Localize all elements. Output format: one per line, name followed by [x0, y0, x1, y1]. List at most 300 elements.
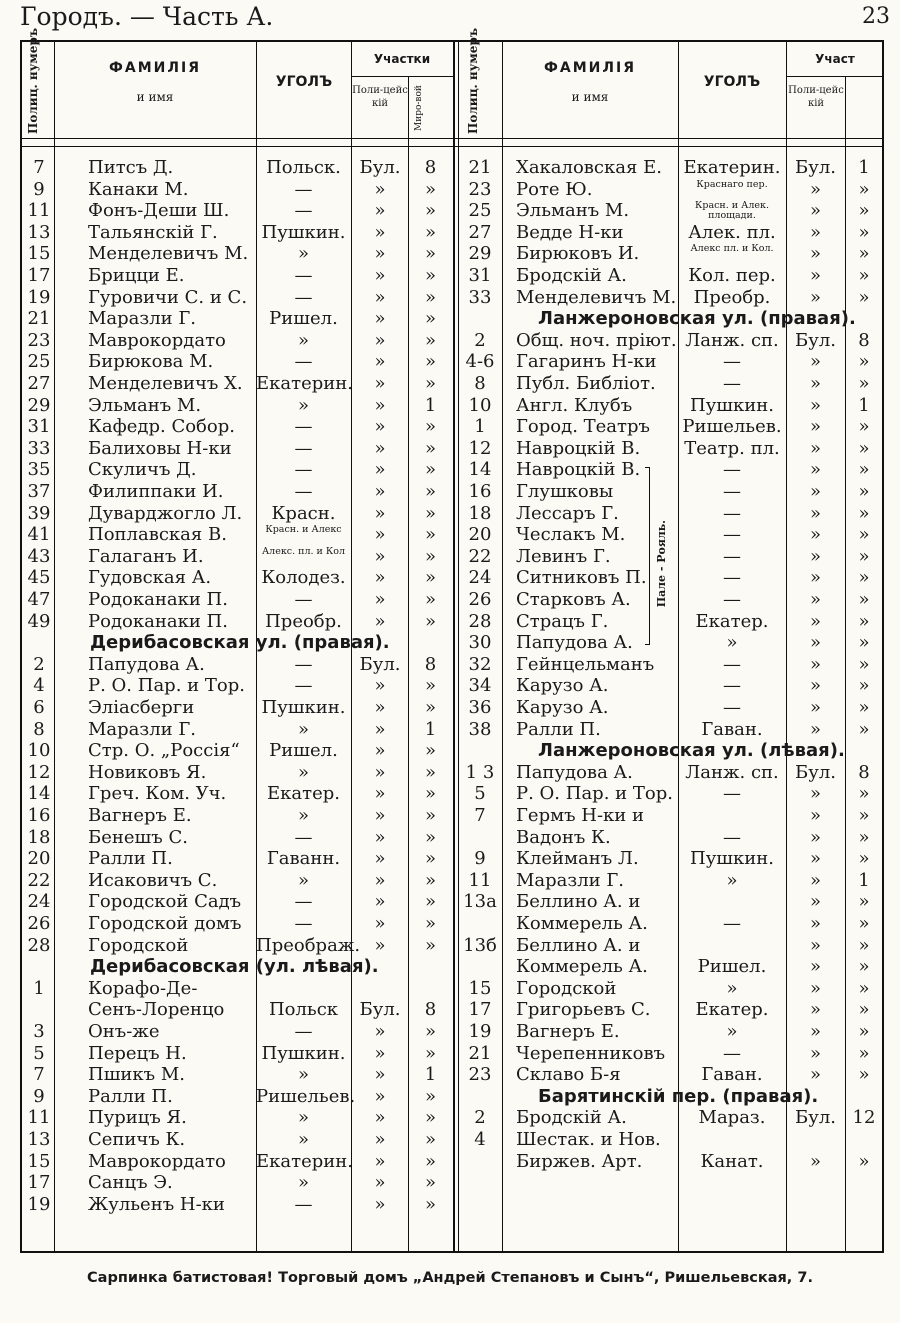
world-district: » [858, 783, 870, 805]
police-district: » [374, 394, 386, 416]
house-number: 2 [474, 1107, 486, 1129]
owner-name: Пурицъ Я. [88, 1107, 187, 1129]
owner-name: Страцъ Г. [516, 610, 609, 632]
police-district: » [809, 956, 821, 978]
house-number: 15 [27, 243, 51, 265]
world-district: » [858, 524, 870, 546]
police-district: Бул. [359, 999, 401, 1021]
palais-royal-label: Пале - Рояль. [655, 520, 668, 608]
corner-street: Алек. пл. [688, 221, 776, 243]
house-number: 22 [468, 545, 492, 567]
house-number: 49 [27, 610, 51, 632]
police-district: » [809, 416, 821, 438]
corner-street: Краснаго пер. [696, 178, 768, 190]
world-district: » [424, 675, 436, 697]
corner-street: — [294, 286, 313, 308]
owner-name: Р. О. Пар. и Тор. [88, 675, 245, 697]
center-rule [453, 40, 455, 1253]
owner-name: Папудова А. [516, 632, 633, 654]
corner-street: Алекс пл. и Кол. [690, 243, 774, 255]
corner-street: — [294, 891, 313, 913]
owner-name: Григорьевъ С. [516, 999, 651, 1021]
house-number: 5 [474, 783, 486, 805]
police-district: » [809, 934, 821, 956]
police-district: » [809, 977, 821, 999]
world-district: » [424, 1193, 436, 1215]
corner-street: » [726, 977, 738, 999]
world-district: » [858, 805, 870, 826]
house-number: 4 [33, 675, 45, 697]
corner-street: Пушкин. [690, 848, 774, 870]
header-districts-right: Участ [815, 52, 855, 66]
world-district: 1 [424, 1064, 437, 1086]
corner-street: — [294, 1193, 313, 1215]
world-district: » [858, 977, 870, 999]
corner-street: Пушкин. [261, 697, 346, 718]
owner-name: Санцъ Э. [88, 1172, 173, 1194]
street-section-heading: Ланжероновская ул. (правая). [538, 308, 856, 330]
owner-name: Ситниковъ П. [516, 567, 647, 589]
police-district: » [374, 567, 386, 589]
corner-street: Ришел. [269, 308, 338, 330]
header-surname: ФАМИЛІЯ [109, 60, 201, 76]
world-district: 1 [858, 394, 870, 416]
corner-street: — [294, 481, 313, 502]
house-number: 11 [468, 869, 492, 891]
house-number: 5 [33, 1042, 45, 1064]
world-district: » [858, 1042, 870, 1064]
corner-street: » [726, 1021, 738, 1042]
world-district: » [424, 934, 436, 956]
corner-street: Гаван. [701, 1064, 763, 1086]
world-district: » [424, 589, 436, 610]
house-number: 26 [27, 913, 51, 934]
police-district: » [809, 1064, 821, 1086]
house-number: 21 [468, 157, 492, 178]
owner-name: Чеслакъ М. [516, 524, 626, 546]
owner-name: Общ. ноч. пріют. [516, 329, 677, 351]
header-police-number: Полиц. нумеръ [26, 27, 40, 134]
world-district: » [858, 934, 870, 956]
world-district: » [424, 416, 436, 438]
world-district: 8 [424, 653, 437, 675]
corner-street: Екатерин. [256, 1150, 353, 1172]
owner-name: Публ. Библіот. [516, 373, 656, 394]
house-number: 26 [468, 589, 492, 610]
house-number: 32 [468, 653, 492, 675]
police-district: » [809, 1021, 821, 1042]
owner-name: Греч. Ком. Уч. [88, 783, 227, 805]
corner-street: — [723, 675, 741, 697]
corner-street: Пушкин. [261, 1042, 346, 1064]
corner-street: Красн. и Алек. площади. [695, 200, 769, 222]
corner-street: » [297, 718, 309, 740]
police-district: » [809, 891, 821, 913]
subheader-rule [786, 76, 884, 77]
house-number: 17 [27, 265, 51, 286]
house-number: 31 [27, 416, 51, 438]
police-district: » [374, 826, 386, 848]
house-number: 29 [27, 394, 51, 416]
owner-name: Родоканаки П. [88, 610, 228, 632]
corner-street: » [297, 1064, 309, 1086]
corner-street: — [723, 459, 741, 481]
house-number: 34 [468, 675, 492, 697]
world-district: » [858, 502, 870, 524]
house-number: 3 [33, 1021, 45, 1042]
world-district: » [424, 848, 436, 870]
owner-name: Город. Театръ [516, 416, 650, 438]
world-district: » [424, 265, 436, 286]
owner-name: Карузо А. [516, 697, 609, 718]
police-district: » [374, 1150, 386, 1172]
owner-name: Брицци Е. [88, 265, 185, 286]
world-district: » [424, 200, 436, 222]
corner-street: Пушкин. [690, 394, 774, 416]
corner-street: — [723, 783, 741, 805]
world-district: » [858, 178, 870, 200]
police-district: » [374, 243, 386, 265]
house-number: 7 [33, 1064, 45, 1086]
house-number: 13а [463, 891, 497, 913]
house-number: 9 [33, 178, 45, 200]
world-district: » [424, 502, 436, 524]
police-district: Бул. [795, 761, 836, 783]
world-district: » [424, 740, 436, 762]
world-district: » [424, 178, 436, 200]
owner-name: Склаво Б-я [516, 1064, 621, 1086]
police-district: Бул. [359, 157, 401, 178]
corner-street: » [297, 761, 309, 783]
owner-name: Р. О. Пар. и Тор. [516, 783, 673, 805]
police-district: » [374, 740, 386, 762]
world-district: » [424, 437, 436, 459]
world-district: » [858, 351, 870, 373]
house-number: 35 [27, 459, 51, 481]
house-number: 13 [27, 221, 51, 243]
corner-street: Преобр. [265, 610, 342, 632]
owner-name: Новиковъ Я. [88, 761, 207, 783]
world-district: » [424, 524, 436, 546]
owner-name: Гудовская А. [88, 567, 212, 589]
police-district: » [374, 502, 386, 524]
corner-street: Мараз. [698, 1107, 766, 1129]
house-number: 24 [27, 891, 51, 913]
subheader-rule [351, 76, 453, 77]
police-district: » [809, 286, 821, 308]
house-number: 16 [468, 481, 492, 502]
house-number: 27 [468, 221, 492, 243]
owner-name: Бродскій А. [516, 1107, 627, 1129]
police-district: » [374, 459, 386, 481]
owner-name: Ведде Н-ки [516, 221, 624, 243]
house-number: 7 [474, 805, 486, 826]
header-police-number-right: Полиц. нумеръ [466, 27, 480, 134]
house-number: 8 [33, 718, 45, 740]
police-district: » [374, 610, 386, 632]
header-surname-right: ФАМИЛІЯ [544, 60, 636, 76]
police-district: » [809, 502, 821, 524]
corner-street: » [297, 243, 309, 265]
corner-street: Екатер. [695, 999, 769, 1021]
house-number: 37 [27, 481, 51, 502]
world-district: » [858, 589, 870, 610]
police-district: » [809, 200, 821, 222]
world-district: 1 [858, 869, 870, 891]
police-district: » [374, 221, 386, 243]
police-district: » [374, 869, 386, 891]
world-district: » [858, 567, 870, 589]
police-district: » [809, 1042, 821, 1064]
owner-name: Эльманъ М. [516, 200, 630, 222]
owner-name: Гейнцельманъ [516, 653, 655, 675]
police-district: » [809, 567, 821, 589]
corner-street: — [294, 826, 313, 848]
owner-name: Питсъ Д. [88, 157, 174, 178]
police-district: » [374, 481, 386, 502]
owner-name: Эльманъ М. [88, 394, 202, 416]
corner-street: — [723, 545, 741, 567]
police-district: » [809, 221, 821, 243]
house-number: 17 [468, 999, 492, 1021]
world-district: » [424, 481, 436, 502]
corner-street: » [297, 1129, 309, 1150]
corner-street: Ришел. [269, 740, 338, 762]
owner-name: Городской [516, 977, 617, 999]
house-number: 4 [474, 1129, 486, 1150]
owner-name: Менделевичъ М. [88, 243, 249, 265]
house-number: 24 [468, 567, 492, 589]
owner-name: Поплавская В. [88, 524, 227, 546]
world-district: » [858, 221, 870, 243]
world-district: » [858, 459, 870, 481]
corner-street: » [297, 394, 309, 416]
street-section-heading: Дерибасовская (ул. лѣвая). [90, 956, 379, 978]
police-district: Бул. [359, 653, 401, 675]
police-district: » [374, 1193, 386, 1215]
world-district: » [424, 805, 436, 826]
house-number: 23 [468, 1064, 492, 1086]
corner-street: — [294, 589, 313, 610]
corner-street: Преображ. [256, 934, 361, 956]
house-number: 11 [27, 200, 51, 222]
house-number: 22 [27, 869, 51, 891]
police-district: » [374, 783, 386, 805]
house-number: 16 [27, 805, 51, 826]
police-district: » [809, 869, 821, 891]
corner-street: Канат. [700, 1150, 764, 1172]
corner-street: Ланж. сп. [685, 329, 779, 351]
house-number: 9 [33, 1085, 45, 1107]
owner-name: Маврокордато [88, 329, 226, 351]
corner-street: Красн. [271, 502, 336, 524]
owner-name: Бенешъ С. [88, 826, 188, 848]
corner-street: Красн. и Алекс [265, 524, 342, 536]
corner-street: Пушкин. [261, 221, 346, 243]
street-section-heading: Ланжероновская ул. (лѣвая). [538, 740, 845, 762]
owner-name: Глушковы [516, 481, 614, 502]
corner-street: Польск. [266, 157, 341, 178]
corner-street: — [294, 265, 313, 286]
world-district: » [424, 826, 436, 848]
owner-name: Роте Ю. [516, 178, 593, 200]
owner-name: Фонъ-Деши Ш. [88, 200, 230, 222]
police-district: » [809, 589, 821, 610]
world-district: » [424, 761, 436, 783]
corner-street: — [723, 697, 741, 718]
house-number: 39 [27, 502, 51, 524]
advertisement-footer: Сарпинка батистовая! Торговый домъ „Андрей Степановъ и Сынъ“, Ришельевская, 7. [87, 1270, 813, 1286]
corner-street: Театр. пл. [684, 437, 780, 459]
world-district: » [858, 675, 870, 697]
world-district: » [858, 481, 870, 502]
owner-name: Гермъ Н-ки и [516, 805, 645, 826]
owner-name: Карузо А. [516, 675, 609, 697]
world-district: » [858, 1150, 870, 1172]
owner-name: Исаковичъ С. [88, 869, 218, 891]
house-number: 28 [468, 610, 492, 632]
house-number: 1 [474, 416, 486, 438]
world-district: » [424, 243, 436, 265]
corner-street: — [294, 459, 313, 481]
corner-street: — [723, 913, 741, 934]
world-district: » [858, 1021, 870, 1042]
police-district: » [809, 632, 821, 654]
police-district: » [809, 826, 821, 848]
world-district: » [424, 567, 436, 589]
owner-name: Англ. Клубъ [516, 394, 633, 416]
corner-street: — [294, 675, 313, 697]
house-number: 25 [468, 200, 492, 222]
police-district: » [374, 913, 386, 934]
world-district: » [424, 1042, 436, 1064]
police-district: » [809, 718, 821, 740]
police-district: » [374, 675, 386, 697]
world-district: » [858, 243, 870, 265]
corner-street: Ланж. сп. [685, 761, 779, 783]
world-district: » [858, 437, 870, 459]
corner-street: » [297, 329, 309, 351]
corner-street: » [726, 632, 738, 654]
owner-name: Жульенъ Н-ки [88, 1193, 225, 1215]
police-district: » [374, 200, 386, 222]
owner-name: Маразли Г. [88, 718, 197, 740]
owner-name: Филиппаки И. [88, 481, 224, 502]
police-district: » [374, 718, 386, 740]
corner-street: » [297, 805, 309, 826]
house-number: 10 [27, 740, 51, 762]
house-number: 21 [468, 1042, 492, 1064]
police-district: » [809, 178, 821, 200]
police-district: » [374, 1085, 386, 1107]
owner-name: Менделевичъ М. [516, 286, 677, 308]
house-number: 15 [468, 977, 492, 999]
world-district: 1 [424, 394, 437, 416]
house-number: 31 [468, 265, 492, 286]
house-number: 2 [474, 329, 486, 351]
corner-street: » [726, 869, 738, 891]
header-corner: УГОЛЪ [275, 74, 333, 90]
police-district: » [809, 783, 821, 805]
header-bottom-rule-2 [20, 146, 884, 147]
corner-street: Колодез. [261, 567, 346, 589]
corner-street: Кол. пер. [688, 265, 776, 286]
owner-name: Вагнеръ Е. [88, 805, 192, 826]
house-number: 30 [468, 632, 492, 654]
corner-street: — [723, 524, 741, 546]
world-district: 1 [424, 718, 437, 740]
house-number: 11 [27, 1107, 51, 1129]
owner-name: Беллино А. и [516, 934, 641, 956]
header-surname-sub-right: и имя [571, 90, 609, 104]
police-district: » [374, 265, 386, 286]
street-section-heading: Дерибасовская ул. (правая). [90, 632, 390, 654]
police-district: » [374, 1042, 386, 1064]
world-district: 12 [852, 1107, 876, 1129]
house-number: 41 [27, 524, 51, 546]
header-police-right: Поли-цейскій [788, 85, 844, 109]
world-district: » [424, 1085, 436, 1107]
owner-name: Лессаръ Г. [516, 502, 619, 524]
owner-name: Дуварджогло Л. [88, 502, 243, 524]
corner-street: Польск [268, 999, 339, 1021]
owner-name: Городской домъ [88, 913, 242, 934]
world-district: 1 [858, 157, 870, 178]
house-number: 38 [468, 718, 492, 740]
page-number: 23 [862, 4, 890, 29]
police-district: » [809, 459, 821, 481]
owner-name: Кафедр. Собор. [88, 416, 235, 438]
house-number: 13 [27, 1129, 51, 1150]
owner-name: Маврокордато [88, 1150, 226, 1172]
house-number: 47 [27, 589, 51, 610]
world-district: » [858, 718, 870, 740]
world-district: » [424, 1150, 436, 1172]
corner-street: — [723, 589, 741, 610]
house-number: 9 [474, 848, 486, 870]
world-district: » [424, 697, 436, 718]
owner-name: Канаки М. [88, 178, 189, 200]
header-surname-sub: и имя [136, 90, 174, 104]
corner-street: Ришельев. [682, 416, 782, 438]
police-district: » [374, 1064, 386, 1086]
world-district: » [424, 1172, 436, 1194]
corner-street: Преобр. [693, 286, 771, 308]
police-district: » [374, 589, 386, 610]
header-corner-right: УГОЛЪ [703, 74, 761, 90]
owner-name: Бродскій А. [516, 265, 627, 286]
owner-name: Старковъ А. [516, 589, 631, 610]
house-number: 23 [27, 329, 51, 351]
world-district: » [424, 329, 436, 351]
world-district: » [858, 373, 870, 394]
owner-name: Бирюкова М. [88, 351, 214, 373]
police-district: » [374, 891, 386, 913]
world-district: » [858, 999, 870, 1021]
police-district: » [374, 351, 386, 373]
corner-street: — [294, 913, 313, 934]
world-district: » [424, 783, 436, 805]
world-district: » [424, 1107, 436, 1129]
owner-name: Скуличъ Д. [88, 459, 197, 481]
house-number: 19 [27, 1193, 51, 1215]
house-number: 6 [33, 697, 45, 718]
palais-royal-bracket [645, 467, 650, 645]
police-district: » [374, 1129, 386, 1150]
owner-name: Папудова А. [516, 761, 633, 783]
owner-name: Черепенниковъ [516, 1042, 666, 1064]
police-district: » [809, 805, 821, 826]
